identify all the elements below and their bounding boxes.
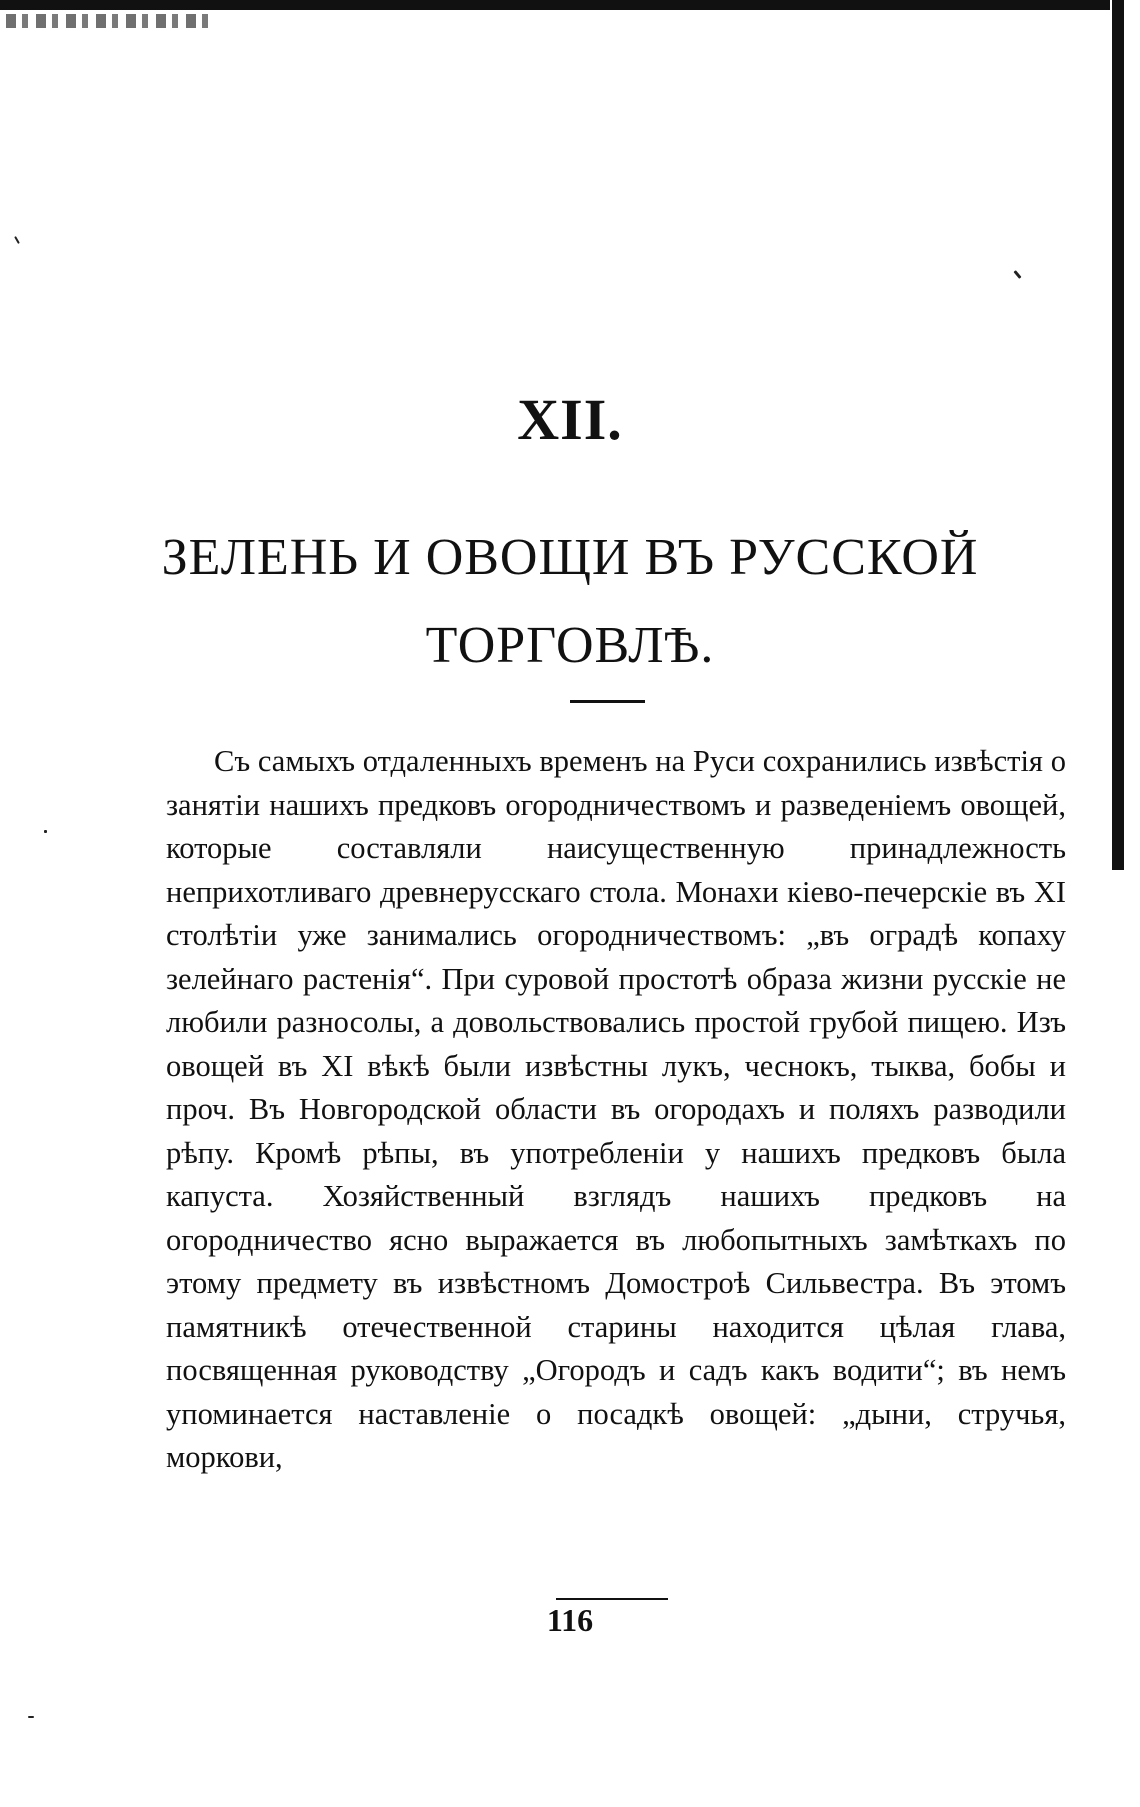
scan-speck [14,236,20,244]
scan-top-ink-mark [6,14,216,28]
page-number-rule [556,1598,668,1600]
scan-top-edge [0,0,1110,10]
scan-speck [1013,270,1021,279]
title-divider [570,700,645,703]
body-paragraph: Съ самыхъ отдаленныхъ временъ на Руси сохранились извѣстія о занятіи нашихъ предковъ огородничествомъ и разведеніемъ овощей, которые составляли наисущественную принадлежность неприхотливаго древнерусскаго стола. Монахи кіево-печерскіе въ XI столѣтіи уже занимались огородничествомъ: „въ оградѣ копаху зелейнаго растенія“. При суровой простотѣ образа жизни русскіе не любили разносолы, а довольствовались простой грубой пищею. Изъ овощей въ XI вѣкѣ были извѣстны лукъ, чеснокъ, тыква, бобы и проч. Въ Новгородской области въ огородахъ и поляхъ разводили рѣпу. Кромѣ рѣпы, въ употребленіи у нашихъ предковъ была капуста. Хозяйственный взглядъ нашихъ предковъ на огородничество ясно выражается въ любопытныхъ замѣткахъ по этому предмету въ извѣстномъ Домостроѣ Сильвестра. Въ этомъ памятникѣ отечественной старины находится цѣлая глава, посвященная руководству „Огородъ и садъ какъ водити“; въ немъ упоминается наставленіе о посадкѣ овощей: „дыни, стручья, моркови, [166,744,1066,1474]
scan-speck [44,830,47,833]
scan-speck [28,1716,34,1718]
chapter-number: XII. [517,387,623,452]
page-number: 116 [546,1602,594,1638]
chapter-title: ЗЕЛЕНЬ И ОВОЩИ ВЪ РУССКОЙ ТОРГОВЛѢ. [161,529,979,674]
